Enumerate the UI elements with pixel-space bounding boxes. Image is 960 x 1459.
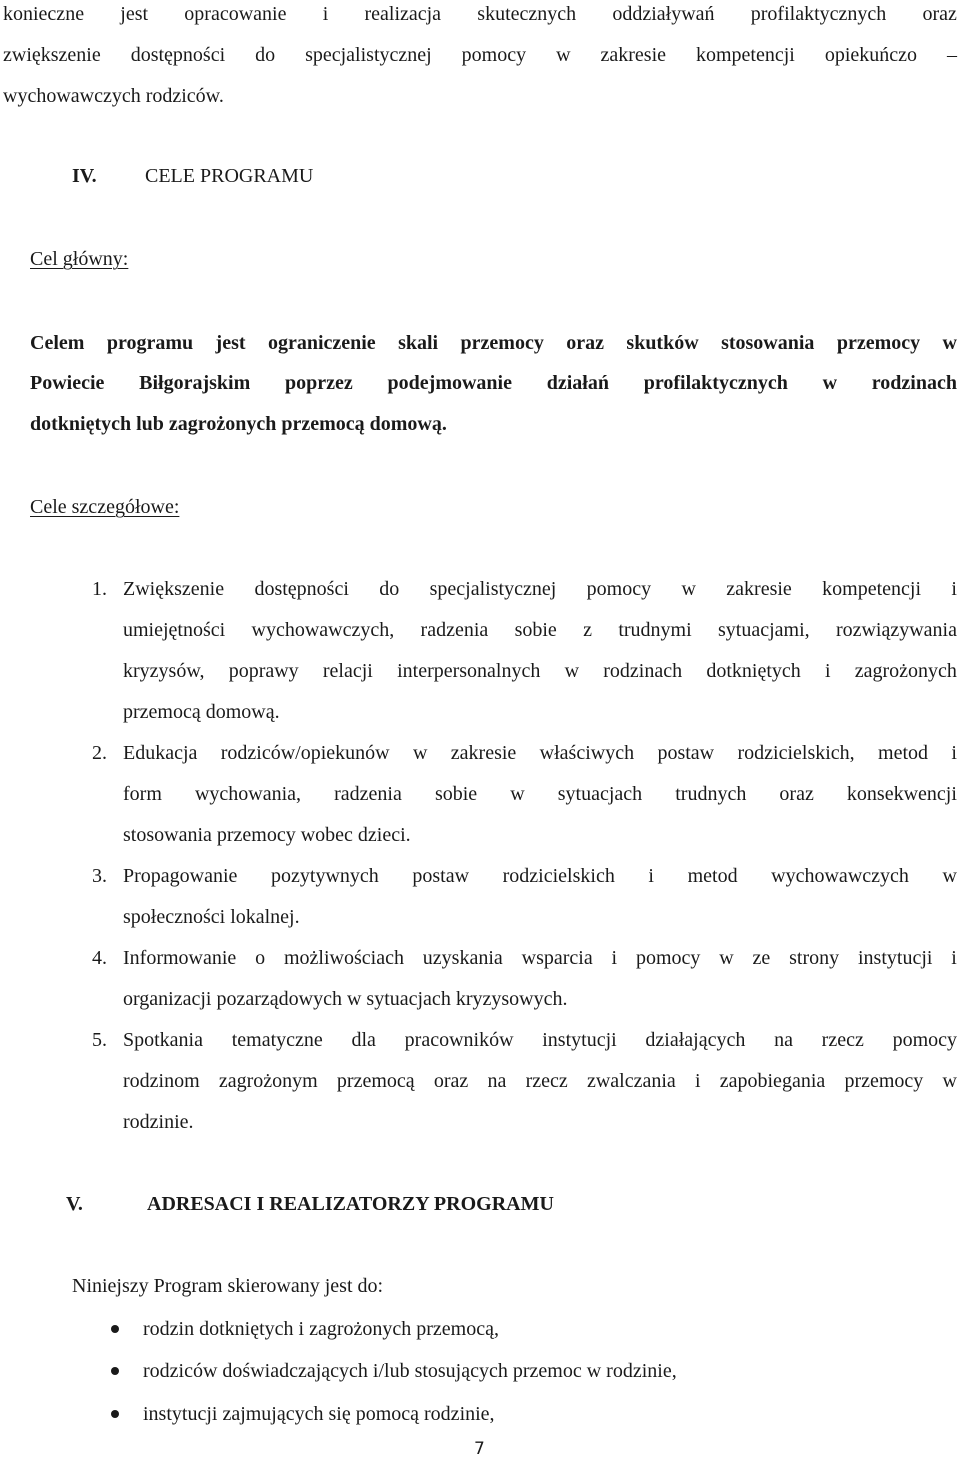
intro-line-3: wychowawczych rodziców. [3, 85, 224, 107]
goal-text-line: umiejętności wychowawczych, radzenia sobie z trudnymi sytuacjami, rozwiązywania [123, 619, 957, 641]
main-goal-heading: Cel główny: [30, 248, 129, 270]
bullet-icon [111, 1410, 119, 1418]
bullet-icon [111, 1367, 119, 1375]
goal-number: 5. [92, 1029, 107, 1051]
main-goal-line-1: Celem programu jest ograniczenie skali przemocy oraz skutków stosowania przemocy w [30, 332, 957, 354]
section-title: CELE PROGRAMU [145, 165, 314, 187]
goal-number: 4. [92, 947, 107, 969]
goal-text-line: Informowanie o możliwościach uzyskania wsparcia i pomocy w ze strony instytucji i [123, 947, 957, 969]
addressee-item: instytucji zajmujących się pomocą rodzinie, [143, 1403, 495, 1425]
specific-goals-heading: Cele szczegółowe: [30, 496, 180, 518]
goal-text-line: społeczności lokalnej. [123, 906, 300, 928]
bullet-icon [111, 1325, 119, 1333]
addressee-item: rodziców doświadczających i/lub stosujących przemoc w rodzinie, [143, 1360, 677, 1382]
intro-line-1: konieczne jest opracowanie i realizacja skutecznych oddziaływań profilaktycznych oraz [3, 3, 957, 25]
goal-text-line: organizacji pozarządowych w sytuacjach kryzysowych. [123, 988, 568, 1010]
goal-text-line: rodzinie. [123, 1111, 194, 1133]
goal-number: 3. [92, 865, 107, 887]
addressees-intro: Niniejszy Program skierowany jest do: [72, 1275, 384, 1297]
goal-text-line: form wychowania, radzenia sobie w sytuacjach trudnych oraz konsekwencji [123, 783, 957, 805]
main-goal-line-2: Powiecie Biłgorajskim poprzez podejmowanie działań profilaktycznych w rodzinach [30, 372, 957, 394]
section-title: ADRESACI I REALIZATORZY PROGRAMU [147, 1193, 554, 1215]
goal-text-line: rodzinom zagrożonym przemocą oraz na rzecz zwalczania i zapobiegania przemocy w [123, 1070, 957, 1092]
goal-text-line: stosowania przemocy wobec dzieci. [123, 824, 411, 846]
goal-text-line: przemocą domową. [123, 701, 280, 723]
goal-text-line: Propagowanie pozytywnych postaw rodzicielskich i metod wychowawczych w [123, 865, 957, 887]
goal-text-line: kryzysów, poprawy relacji interpersonalnych w rodzinach dotkniętych i zagrożonych [123, 660, 957, 682]
intro-line-2: zwiększenie dostępności do specjalistycznej pomocy w zakresie kompetencji opiekuńczo – [3, 44, 957, 66]
goal-text-line: Zwiększenie dostępności do specjalistycznej pomocy w zakresie kompetencji i [123, 578, 957, 600]
main-goal-line-3: dotkniętych lub zagrożonych przemocą domową. [30, 413, 447, 435]
goal-text-line: Edukacja rodziców/opiekunów w zakresie właściwych postaw rodzicielskich, metod i [123, 742, 957, 764]
goal-number: 2. [92, 742, 107, 764]
section-number: V. [66, 1193, 83, 1215]
addressee-item: rodzin dotkniętych i zagrożonych przemocą, [143, 1318, 499, 1340]
section-number: IV. [72, 165, 97, 187]
goal-number: 1. [92, 578, 107, 600]
page-number: 7 [474, 1439, 485, 1459]
goal-text-line: Spotkania tematyczne dla pracowników instytucji działających na rzecz pomocy [123, 1029, 957, 1051]
